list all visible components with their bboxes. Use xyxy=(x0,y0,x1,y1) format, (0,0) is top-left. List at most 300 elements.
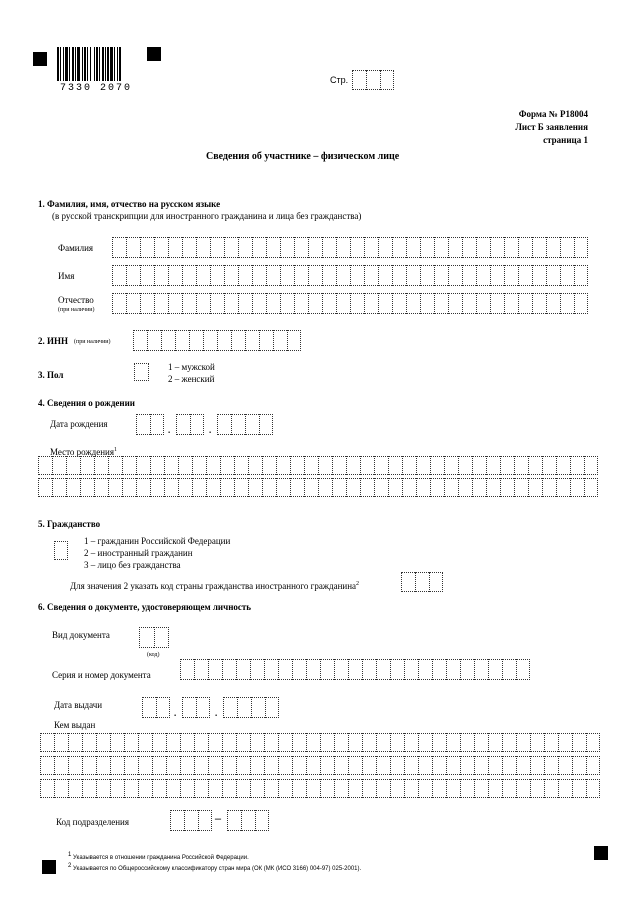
entry-cell[interactable] xyxy=(190,414,204,435)
entry-cell[interactable] xyxy=(402,478,416,497)
entry-cell[interactable] xyxy=(255,810,269,831)
entry-cell[interactable] xyxy=(210,293,224,314)
birth-day-field[interactable] xyxy=(136,414,164,435)
patronymic-field[interactable] xyxy=(112,293,588,314)
entry-cell[interactable] xyxy=(404,659,418,680)
entry-cell[interactable] xyxy=(166,756,180,775)
entry-cell[interactable] xyxy=(96,756,110,775)
entry-cell[interactable] xyxy=(474,733,488,752)
entry-cell[interactable] xyxy=(112,237,126,258)
entry-cell[interactable] xyxy=(264,779,278,798)
entry-cell[interactable] xyxy=(348,733,362,752)
entry-cell[interactable] xyxy=(401,572,415,592)
entry-cell[interactable] xyxy=(196,697,210,718)
entry-cell[interactable] xyxy=(332,456,346,475)
entry-cell[interactable] xyxy=(322,265,336,286)
entry-cell[interactable] xyxy=(532,265,546,286)
entry-cell[interactable] xyxy=(198,810,212,831)
entry-cell[interactable] xyxy=(434,265,448,286)
entry-cell[interactable] xyxy=(320,779,334,798)
entry-cell[interactable] xyxy=(374,456,388,475)
entry-cell[interactable] xyxy=(362,733,376,752)
entry-cell[interactable] xyxy=(486,478,500,497)
entry-cell[interactable] xyxy=(96,733,110,752)
entry-cell[interactable] xyxy=(154,265,168,286)
entry-cell[interactable] xyxy=(490,265,504,286)
gender-field[interactable] xyxy=(134,363,149,381)
entry-cell[interactable] xyxy=(40,779,54,798)
entry-cell[interactable] xyxy=(516,659,530,680)
entry-cell[interactable] xyxy=(446,779,460,798)
entry-cell[interactable] xyxy=(139,627,154,648)
entry-cell[interactable] xyxy=(448,265,462,286)
entry-cell[interactable] xyxy=(80,456,94,475)
entry-cell[interactable] xyxy=(572,733,586,752)
entry-cell[interactable] xyxy=(364,237,378,258)
entry-cell[interactable] xyxy=(238,293,252,314)
entry-cell[interactable] xyxy=(502,733,516,752)
entry-cell[interactable] xyxy=(194,779,208,798)
entry-cell[interactable] xyxy=(223,697,237,718)
entry-cell[interactable] xyxy=(430,478,444,497)
entry-cell[interactable] xyxy=(142,697,156,718)
entry-cell[interactable] xyxy=(250,756,264,775)
entry-cell[interactable] xyxy=(502,779,516,798)
entry-cell[interactable] xyxy=(416,478,430,497)
citizenship-field[interactable] xyxy=(54,541,68,560)
entry-cell[interactable] xyxy=(318,478,332,497)
entry-cell[interactable] xyxy=(189,330,203,351)
entry-cell[interactable] xyxy=(196,293,210,314)
entry-cell[interactable] xyxy=(530,756,544,775)
entry-cell[interactable] xyxy=(250,779,264,798)
entry-cell[interactable] xyxy=(376,779,390,798)
entry-cell[interactable] xyxy=(448,237,462,258)
entry-cell[interactable] xyxy=(502,756,516,775)
entry-cell[interactable] xyxy=(264,756,278,775)
entry-cell[interactable] xyxy=(518,293,532,314)
entry-cell[interactable] xyxy=(66,456,80,475)
entry-cell[interactable] xyxy=(250,659,264,680)
entry-cell[interactable] xyxy=(320,659,334,680)
entry-cell[interactable] xyxy=(280,265,294,286)
entry-cell[interactable] xyxy=(252,237,266,258)
entry-cell[interactable] xyxy=(290,478,304,497)
entry-cell[interactable] xyxy=(544,779,558,798)
entry-cell[interactable] xyxy=(504,293,518,314)
entry-cell[interactable] xyxy=(138,733,152,752)
entry-cell[interactable] xyxy=(320,733,334,752)
entry-cell[interactable] xyxy=(546,237,560,258)
entry-cell[interactable] xyxy=(528,478,542,497)
entry-cell[interactable] xyxy=(182,237,196,258)
entry-cell[interactable] xyxy=(570,456,584,475)
entry-cell[interactable] xyxy=(446,659,460,680)
entry-cell[interactable] xyxy=(348,756,362,775)
entry-cell[interactable] xyxy=(366,70,380,90)
entry-cell[interactable] xyxy=(264,733,278,752)
entry-cell[interactable] xyxy=(546,293,560,314)
entry-cell[interactable] xyxy=(152,756,166,775)
entry-cell[interactable] xyxy=(262,478,276,497)
surname-field[interactable] xyxy=(112,237,588,258)
entry-cell[interactable] xyxy=(532,293,546,314)
entry-cell[interactable] xyxy=(420,265,434,286)
entry-cell[interactable] xyxy=(150,478,164,497)
entry-cell[interactable] xyxy=(500,456,514,475)
entry-cell[interactable] xyxy=(432,659,446,680)
entry-cell[interactable] xyxy=(94,456,108,475)
entry-cell[interactable] xyxy=(178,478,192,497)
entry-cell[interactable] xyxy=(231,414,245,435)
entry-cell[interactable] xyxy=(222,659,236,680)
entry-cell[interactable] xyxy=(488,779,502,798)
entry-cell[interactable] xyxy=(54,733,68,752)
entry-cell[interactable] xyxy=(516,779,530,798)
entry-cell[interactable] xyxy=(203,330,217,351)
entry-cell[interactable] xyxy=(334,733,348,752)
entry-cell[interactable] xyxy=(292,733,306,752)
entry-cell[interactable] xyxy=(418,779,432,798)
entry-cell[interactable] xyxy=(378,265,392,286)
entry-cell[interactable] xyxy=(404,733,418,752)
entry-cell[interactable] xyxy=(124,756,138,775)
issued-by-row-2[interactable] xyxy=(40,756,600,775)
entry-cell[interactable] xyxy=(168,293,182,314)
entry-cell[interactable] xyxy=(462,265,476,286)
entry-cell[interactable] xyxy=(406,293,420,314)
entry-cell[interactable] xyxy=(514,478,528,497)
entry-cell[interactable] xyxy=(236,756,250,775)
entry-cell[interactable] xyxy=(168,265,182,286)
entry-cell[interactable] xyxy=(237,697,251,718)
entry-cell[interactable] xyxy=(220,478,234,497)
doc-series-field[interactable] xyxy=(180,659,530,680)
entry-cell[interactable] xyxy=(458,456,472,475)
entry-cell[interactable] xyxy=(136,478,150,497)
entry-cell[interactable] xyxy=(154,237,168,258)
entry-cell[interactable] xyxy=(460,659,474,680)
entry-cell[interactable] xyxy=(434,293,448,314)
entry-cell[interactable] xyxy=(108,456,122,475)
entry-cell[interactable] xyxy=(134,363,149,381)
entry-cell[interactable] xyxy=(418,733,432,752)
entry-cell[interactable] xyxy=(350,237,364,258)
entry-cell[interactable] xyxy=(502,659,516,680)
entry-cell[interactable] xyxy=(432,779,446,798)
entry-cell[interactable] xyxy=(558,733,572,752)
entry-cell[interactable] xyxy=(251,697,265,718)
entry-cell[interactable] xyxy=(192,456,206,475)
entry-cell[interactable] xyxy=(420,293,434,314)
entry-cell[interactable] xyxy=(584,478,598,497)
entry-cell[interactable] xyxy=(348,659,362,680)
entry-cell[interactable] xyxy=(472,456,486,475)
entry-cell[interactable] xyxy=(308,293,322,314)
entry-cell[interactable] xyxy=(488,756,502,775)
entry-cell[interactable] xyxy=(54,756,68,775)
entry-cell[interactable] xyxy=(68,733,82,752)
entry-cell[interactable] xyxy=(350,293,364,314)
entry-cell[interactable] xyxy=(126,265,140,286)
entry-cell[interactable] xyxy=(446,756,460,775)
subdivision-part-2[interactable] xyxy=(227,810,269,831)
entry-cell[interactable] xyxy=(124,733,138,752)
entry-cell[interactable] xyxy=(241,810,255,831)
entry-cell[interactable] xyxy=(180,733,194,752)
entry-cell[interactable] xyxy=(68,779,82,798)
name-field[interactable] xyxy=(112,265,588,286)
entry-cell[interactable] xyxy=(318,456,332,475)
entry-cell[interactable] xyxy=(556,456,570,475)
entry-cell[interactable] xyxy=(556,478,570,497)
entry-cell[interactable] xyxy=(150,456,164,475)
entry-cell[interactable] xyxy=(140,265,154,286)
entry-cell[interactable] xyxy=(304,478,318,497)
issue-day-field[interactable] xyxy=(142,697,170,718)
entry-cell[interactable] xyxy=(194,733,208,752)
entry-cell[interactable] xyxy=(392,293,406,314)
entry-cell[interactable] xyxy=(248,456,262,475)
entry-cell[interactable] xyxy=(252,293,266,314)
entry-cell[interactable] xyxy=(574,265,588,286)
entry-cell[interactable] xyxy=(110,756,124,775)
entry-cell[interactable] xyxy=(136,414,150,435)
issue-month-field[interactable] xyxy=(182,697,210,718)
entry-cell[interactable] xyxy=(334,779,348,798)
entry-cell[interactable] xyxy=(404,756,418,775)
entry-cell[interactable] xyxy=(196,265,210,286)
entry-cell[interactable] xyxy=(278,779,292,798)
entry-cell[interactable] xyxy=(306,756,320,775)
entry-cell[interactable] xyxy=(560,265,574,286)
entry-cell[interactable] xyxy=(175,330,189,351)
entry-cell[interactable] xyxy=(516,733,530,752)
entry-cell[interactable] xyxy=(194,659,208,680)
entry-cell[interactable] xyxy=(542,456,556,475)
entry-cell[interactable] xyxy=(206,478,220,497)
entry-cell[interactable] xyxy=(448,293,462,314)
entry-cell[interactable] xyxy=(376,756,390,775)
entry-cell[interactable] xyxy=(360,478,374,497)
entry-cell[interactable] xyxy=(180,756,194,775)
entry-cell[interactable] xyxy=(238,265,252,286)
entry-cell[interactable] xyxy=(292,659,306,680)
entry-cell[interactable] xyxy=(322,237,336,258)
entry-cell[interactable] xyxy=(262,456,276,475)
entry-cell[interactable] xyxy=(276,456,290,475)
subdivision-part-1[interactable] xyxy=(170,810,212,831)
entry-cell[interactable] xyxy=(444,478,458,497)
entry-cell[interactable] xyxy=(504,237,518,258)
entry-cell[interactable] xyxy=(54,541,68,560)
entry-cell[interactable] xyxy=(374,478,388,497)
entry-cell[interactable] xyxy=(490,237,504,258)
entry-cell[interactable] xyxy=(336,265,350,286)
entry-cell[interactable] xyxy=(278,733,292,752)
entry-cell[interactable] xyxy=(265,697,279,718)
entry-cell[interactable] xyxy=(390,733,404,752)
entry-cell[interactable] xyxy=(404,779,418,798)
entry-cell[interactable] xyxy=(380,70,394,90)
entry-cell[interactable] xyxy=(444,456,458,475)
entry-cell[interactable] xyxy=(248,478,262,497)
inn-field[interactable] xyxy=(133,330,301,351)
entry-cell[interactable] xyxy=(504,265,518,286)
entry-cell[interactable] xyxy=(126,237,140,258)
entry-cell[interactable] xyxy=(306,659,320,680)
entry-cell[interactable] xyxy=(364,265,378,286)
entry-cell[interactable] xyxy=(208,779,222,798)
entry-cell[interactable] xyxy=(38,478,52,497)
entry-cell[interactable] xyxy=(234,478,248,497)
entry-cell[interactable] xyxy=(166,779,180,798)
entry-cell[interactable] xyxy=(530,733,544,752)
entry-cell[interactable] xyxy=(376,659,390,680)
entry-cell[interactable] xyxy=(208,659,222,680)
entry-cell[interactable] xyxy=(266,265,280,286)
entry-cell[interactable] xyxy=(586,756,600,775)
entry-cell[interactable] xyxy=(236,779,250,798)
entry-cell[interactable] xyxy=(82,779,96,798)
entry-cell[interactable] xyxy=(96,779,110,798)
entry-cell[interactable] xyxy=(294,237,308,258)
doc-type-field[interactable] xyxy=(139,627,169,648)
entry-cell[interactable] xyxy=(415,572,429,592)
entry-cell[interactable] xyxy=(124,779,138,798)
entry-cell[interactable] xyxy=(222,733,236,752)
entry-cell[interactable] xyxy=(280,237,294,258)
entry-cell[interactable] xyxy=(94,478,108,497)
entry-cell[interactable] xyxy=(122,456,136,475)
entry-cell[interactable] xyxy=(390,659,404,680)
birth-year-field[interactable] xyxy=(217,414,273,435)
entry-cell[interactable] xyxy=(486,456,500,475)
entry-cell[interactable] xyxy=(420,237,434,258)
entry-cell[interactable] xyxy=(292,779,306,798)
entry-cell[interactable] xyxy=(430,456,444,475)
entry-cell[interactable] xyxy=(390,756,404,775)
entry-cell[interactable] xyxy=(250,733,264,752)
entry-cell[interactable] xyxy=(532,237,546,258)
entry-cell[interactable] xyxy=(558,756,572,775)
birth-month-field[interactable] xyxy=(176,414,204,435)
entry-cell[interactable] xyxy=(392,237,406,258)
entry-cell[interactable] xyxy=(472,478,486,497)
entry-cell[interactable] xyxy=(530,779,544,798)
entry-cell[interactable] xyxy=(390,779,404,798)
entry-cell[interactable] xyxy=(362,756,376,775)
entry-cell[interactable] xyxy=(500,478,514,497)
entry-cell[interactable] xyxy=(362,659,376,680)
entry-cell[interactable] xyxy=(222,756,236,775)
entry-cell[interactable] xyxy=(476,265,490,286)
entry-cell[interactable] xyxy=(147,330,161,351)
entry-cell[interactable] xyxy=(136,456,150,475)
entry-cell[interactable] xyxy=(336,237,350,258)
entry-cell[interactable] xyxy=(336,293,350,314)
entry-cell[interactable] xyxy=(224,237,238,258)
entry-cell[interactable] xyxy=(306,733,320,752)
entry-cell[interactable] xyxy=(224,293,238,314)
entry-cell[interactable] xyxy=(259,414,273,435)
entry-cell[interactable] xyxy=(150,414,164,435)
entry-cell[interactable] xyxy=(546,265,560,286)
entry-cell[interactable] xyxy=(474,779,488,798)
entry-cell[interactable] xyxy=(429,572,443,592)
entry-cell[interactable] xyxy=(194,756,208,775)
entry-cell[interactable] xyxy=(514,456,528,475)
entry-cell[interactable] xyxy=(273,330,287,351)
entry-cell[interactable] xyxy=(586,779,600,798)
country-code-field[interactable] xyxy=(401,572,443,592)
entry-cell[interactable] xyxy=(182,697,196,718)
entry-cell[interactable] xyxy=(236,659,250,680)
issue-year-field[interactable] xyxy=(223,697,279,718)
entry-cell[interactable] xyxy=(126,293,140,314)
entry-cell[interactable] xyxy=(544,756,558,775)
entry-cell[interactable] xyxy=(287,330,301,351)
entry-cell[interactable] xyxy=(462,293,476,314)
entry-cell[interactable] xyxy=(360,456,374,475)
entry-cell[interactable] xyxy=(110,733,124,752)
entry-cell[interactable] xyxy=(378,293,392,314)
entry-cell[interactable] xyxy=(166,733,180,752)
entry-cell[interactable] xyxy=(217,414,231,435)
entry-cell[interactable] xyxy=(406,265,420,286)
entry-cell[interactable] xyxy=(278,756,292,775)
entry-cell[interactable] xyxy=(259,330,273,351)
entry-cell[interactable] xyxy=(210,237,224,258)
entry-cell[interactable] xyxy=(52,456,66,475)
entry-cell[interactable] xyxy=(364,293,378,314)
entry-cell[interactable] xyxy=(154,627,169,648)
entry-cell[interactable] xyxy=(54,779,68,798)
entry-cell[interactable] xyxy=(362,779,376,798)
entry-cell[interactable] xyxy=(388,456,402,475)
entry-cell[interactable] xyxy=(402,456,416,475)
page-number-cells[interactable] xyxy=(352,70,394,90)
entry-cell[interactable] xyxy=(322,293,336,314)
entry-cell[interactable] xyxy=(308,237,322,258)
entry-cell[interactable] xyxy=(245,414,259,435)
entry-cell[interactable] xyxy=(334,659,348,680)
entry-cell[interactable] xyxy=(206,456,220,475)
entry-cell[interactable] xyxy=(392,265,406,286)
entry-cell[interactable] xyxy=(245,330,259,351)
entry-cell[interactable] xyxy=(180,779,194,798)
entry-cell[interactable] xyxy=(138,756,152,775)
entry-cell[interactable] xyxy=(446,733,460,752)
entry-cell[interactable] xyxy=(238,237,252,258)
birth-place-row-1[interactable] xyxy=(38,456,598,475)
issued-by-row-3[interactable] xyxy=(40,779,600,798)
entry-cell[interactable] xyxy=(294,265,308,286)
entry-cell[interactable] xyxy=(544,733,558,752)
entry-cell[interactable] xyxy=(156,697,170,718)
entry-cell[interactable] xyxy=(108,478,122,497)
entry-cell[interactable] xyxy=(168,237,182,258)
entry-cell[interactable] xyxy=(110,779,124,798)
entry-cell[interactable] xyxy=(176,414,190,435)
entry-cell[interactable] xyxy=(170,810,184,831)
entry-cell[interactable] xyxy=(234,456,248,475)
birth-place-row-2[interactable] xyxy=(38,478,598,497)
entry-cell[interactable] xyxy=(112,265,126,286)
entry-cell[interactable] xyxy=(476,293,490,314)
entry-cell[interactable] xyxy=(516,756,530,775)
entry-cell[interactable] xyxy=(304,456,318,475)
